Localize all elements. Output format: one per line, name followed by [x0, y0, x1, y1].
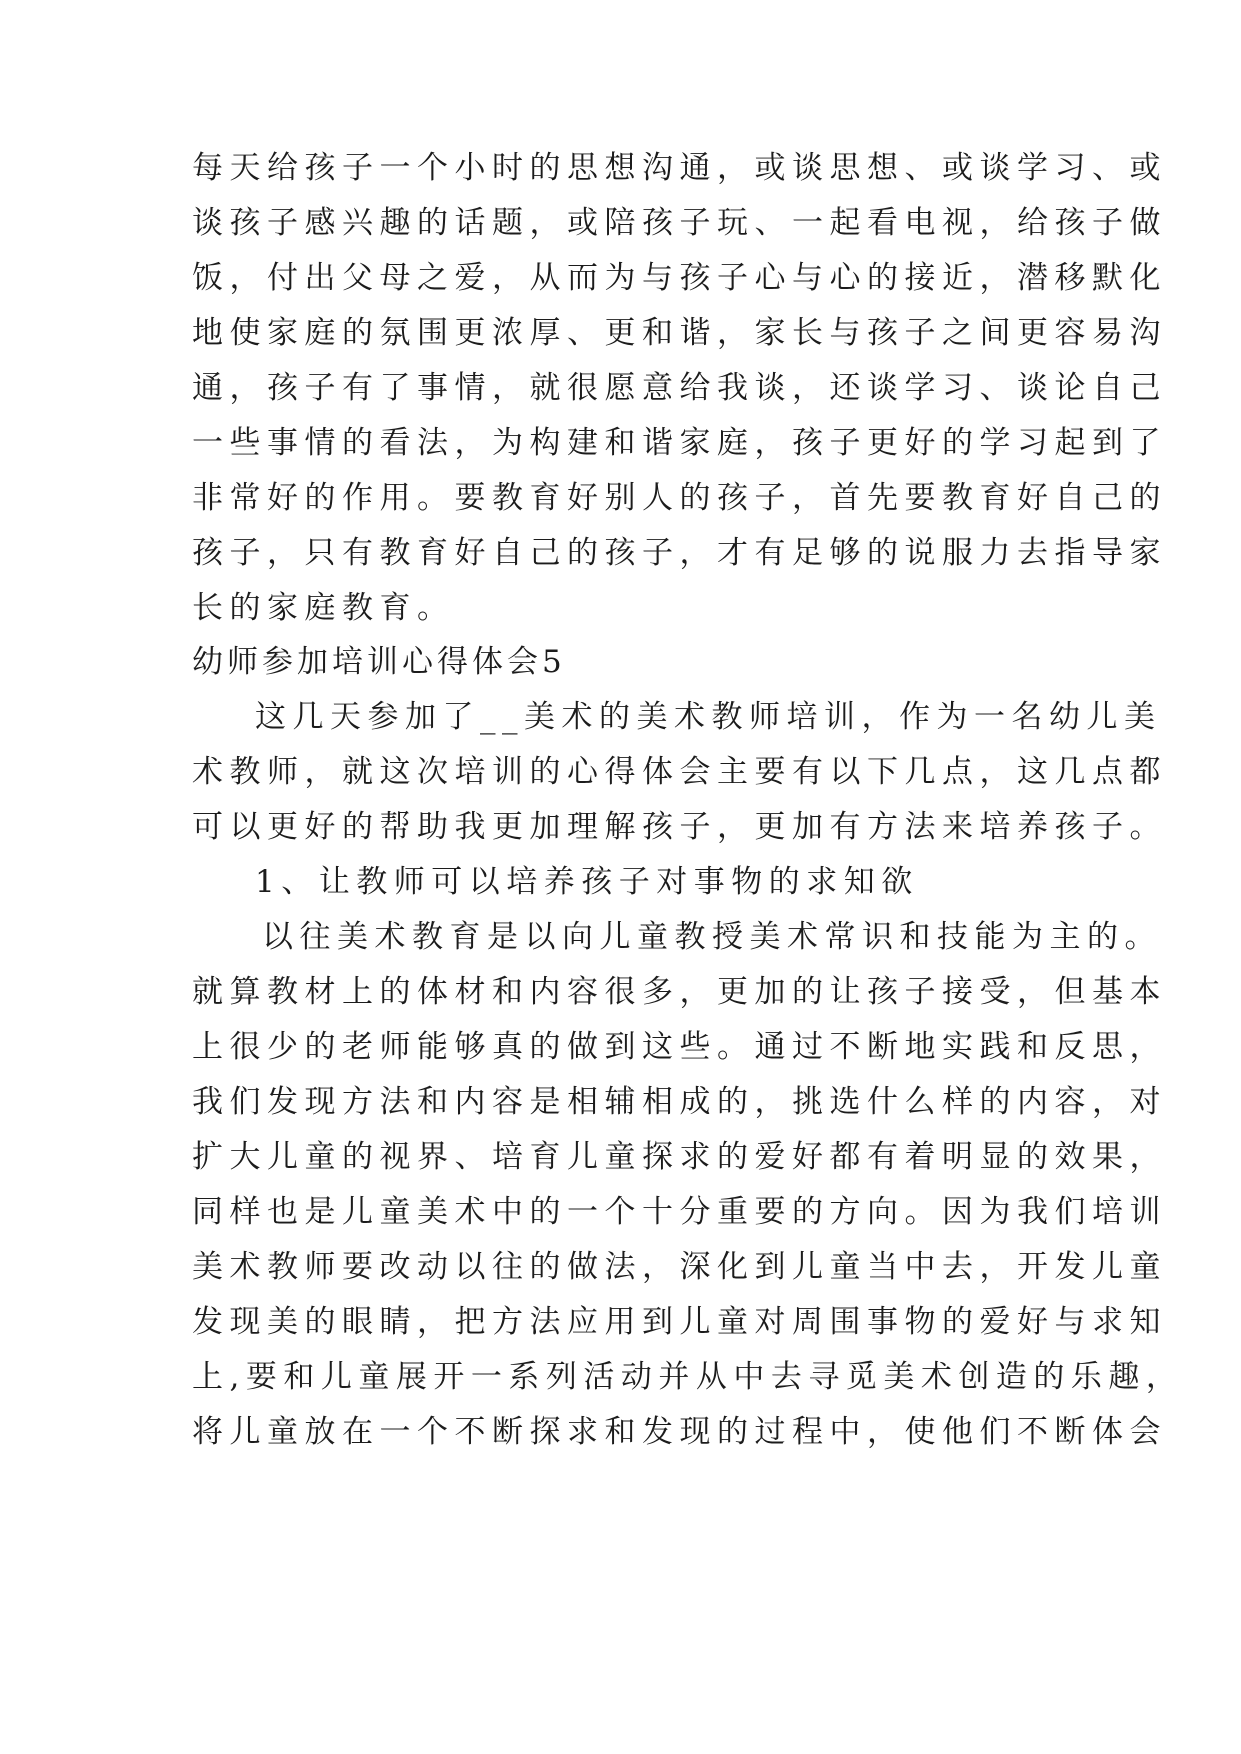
body-text-line: 发现美的眼睛，把方法应用到儿童对周围事物的爱好与求知: [192, 1304, 1167, 1340]
body-text-line: 就算教材上的体材和内容很多，更加的让孩子接受，但基本: [192, 974, 1167, 1010]
body-text-line: 将儿童放在一个不断探求和发现的过程中，使他们不断体会: [192, 1414, 1167, 1450]
body-text-line: 饭，付出父母之爱，从而为与孩子心与心的接近，潜移默化: [192, 260, 1167, 296]
body-text-line: 美术教师要改动以往的做法，深化到儿童当中去，开发儿童: [192, 1249, 1167, 1285]
body-text-line: 可以更好的帮助我更加理解孩子，更加有方法来培养孩子。: [192, 809, 1167, 845]
body-text-line: 地使家庭的氛围更浓厚、更和谐，家长与孩子之间更容易沟: [192, 315, 1167, 351]
body-text-line: 术教师，就这次培训的心得体会主要有以下几点，这几点都: [192, 754, 1167, 790]
body-text-line: 通，孩子有了事情，就很愿意给我谈，还谈学习、谈论自己: [192, 370, 1167, 406]
body-text-line: 长的家庭教育。: [192, 590, 455, 626]
body-text-line: 同样也是儿童美术中的一个十分重要的方向。因为我们培训: [192, 1194, 1167, 1230]
body-text-line: 扩大儿童的视界、培育儿童探求的爱好都有着明显的效果，: [192, 1139, 1167, 1175]
body-text-line: 这几天参加了__美术的美术教师培训，作为一名幼儿美: [255, 699, 1162, 735]
body-text-line: 以往美术教育是以向儿童教授美术常识和技能为主的。: [262, 919, 1162, 955]
list-item-heading: 1、让教师可以培养孩子对事物的求知欲: [255, 864, 919, 900]
body-text-line: 每天给孩子一个小时的思想沟通，或谈思想、或谈学习、或: [192, 150, 1167, 186]
body-text-line: 一些事情的看法，为构建和谐家庭，孩子更好的学习起到了: [192, 425, 1167, 461]
body-text-line: 上很少的老师能够真的做到这些。通过不断地实践和反思，: [192, 1029, 1167, 1065]
body-text-line: 上,要和儿童展开一系列活动并从中去寻觅美术创造的乐趣，: [192, 1359, 1184, 1395]
body-text-line: 谈孩子感兴趣的话题，或陪孩子玩、一起看电视，给孩子做: [192, 205, 1167, 241]
body-text-line: 我们发现方法和内容是相辅相成的，挑选什么样的内容，对: [192, 1084, 1167, 1120]
body-text-line: 孩子，只有教育好自己的孩子，才有足够的说服力去指导家: [192, 535, 1167, 571]
section-heading: 幼师参加培训心得体会5: [192, 644, 566, 680]
body-text-line: 非常好的作用。要教育好别人的孩子，首先要教育好自己的: [192, 480, 1167, 516]
